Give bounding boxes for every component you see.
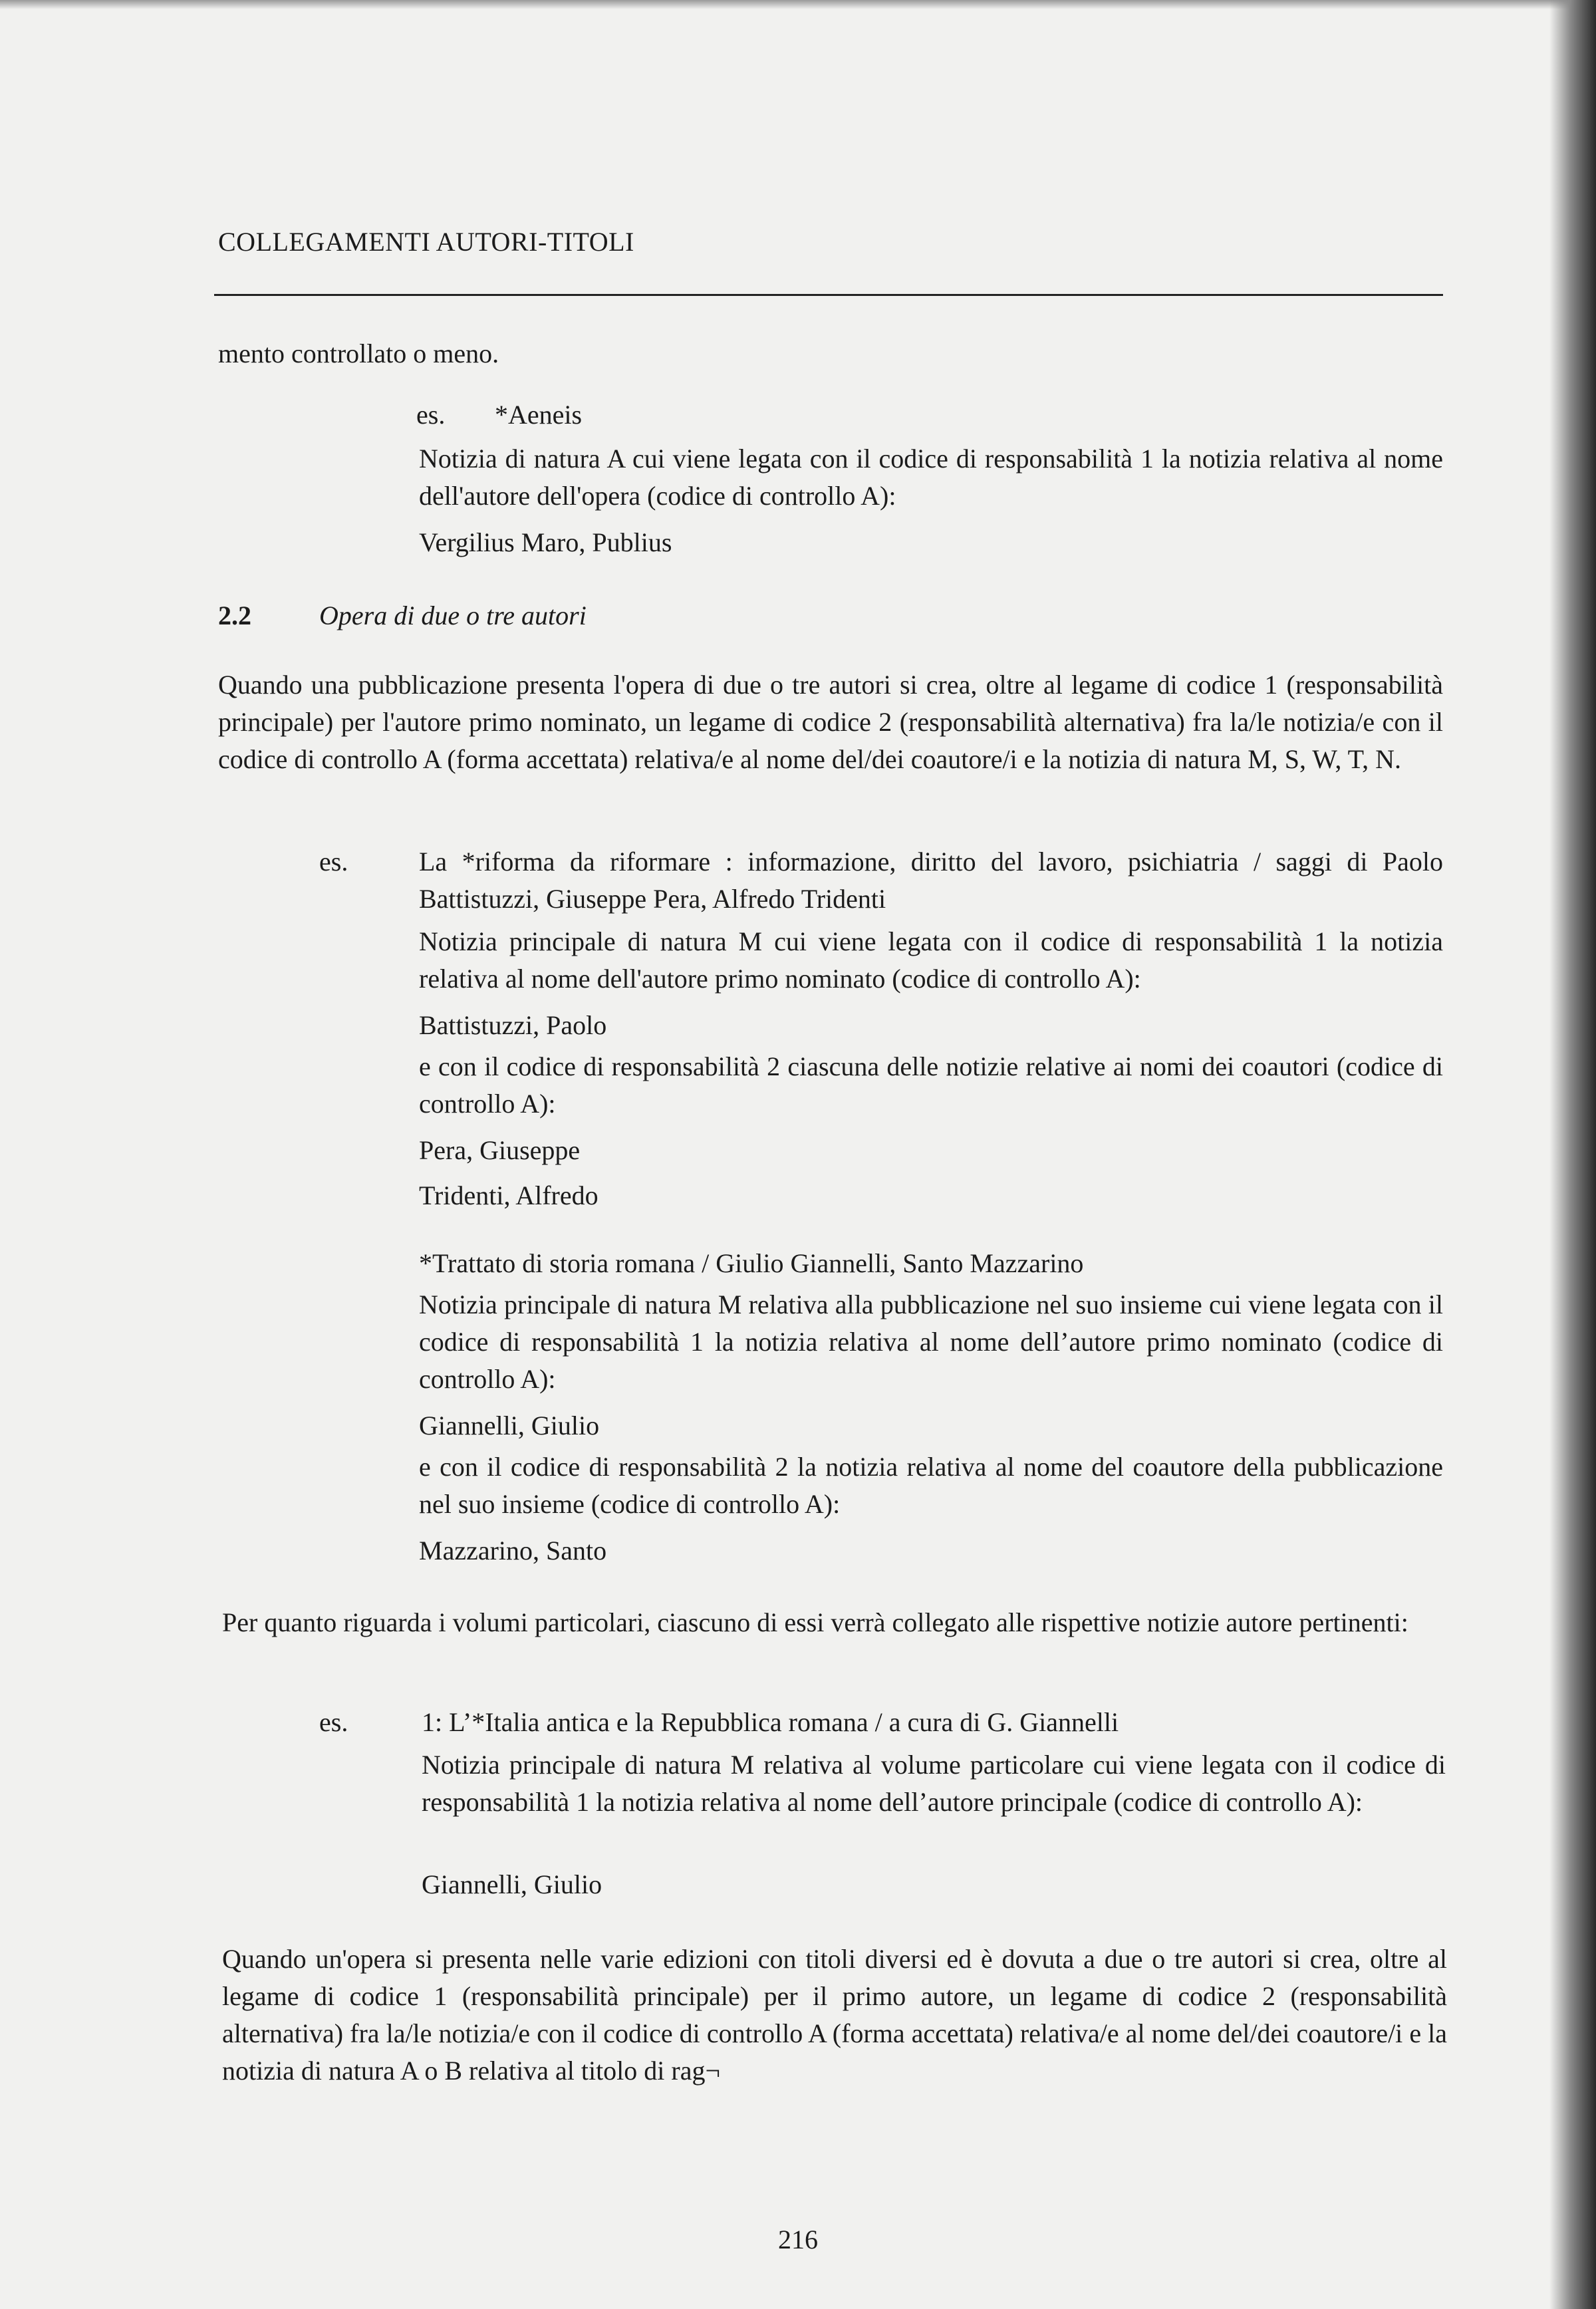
intro-continuation: mento controllato o meno. [218, 339, 499, 368]
volumes-paragraph: Per quanto riguarda i volumi particolari, ciascuno di essi verrà collegato alle rispettive notizie autore pertinenti: [222, 1607, 1408, 1637]
running-head: COLLEGAMENTI AUTORI-TITOLI [218, 227, 634, 257]
example-3-title: *Trattato di storia romana / Giulio Giannelli, Santo Mazzarino [419, 1248, 1084, 1278]
scan-shadow-top [0, 0, 1596, 9]
example-3-coauthor-intro: e con il codice di responsabilità 2 la notizia relativa al nome del coautore della pubblicazione nel suo insieme (codice di controllo A): [419, 1452, 1443, 1519]
example-4-author: Giannelli, Giulio [422, 1869, 602, 1899]
example-2-label: es. [319, 847, 348, 877]
example-1-author: Vergilius Maro, Publius [419, 527, 672, 557]
example-2-title: La *riforma da riformare : informazione, diritto del lavoro, psichiatria / saggi di Paolo Battistuzzi, Giuseppe Pera, Alfredo Tridenti [419, 847, 1443, 914]
example-2-principal-author: Battistuzzi, Paolo [419, 1010, 607, 1040]
example-1-label: es. [416, 400, 446, 430]
example-1-description: Notizia di natura A cui viene legata con il codice di responsabilità 1 la notizia relativa al nome dell'autore dell'opera (codice di controllo A): [419, 444, 1443, 511]
example-3-description: Notizia principale di natura M relativa alla pubblicazione nel suo insieme cui viene legata con il codice di responsabilità 1 la notizia relativa al nome dell’autore primo nominato (codice di controllo A): [419, 1290, 1443, 1394]
book-gutter-shadow [1549, 0, 1596, 2309]
example-2-coauthors-intro: e con il codice di responsabilità 2 ciascuna delle notizie relative ai nomi dei coautori (codice di controllo A): [419, 1051, 1443, 1119]
page-number: 216 [778, 2225, 818, 2254]
example-4-title: 1: L’*Italia antica e la Repubblica romana / a cura di G. Giannelli [422, 1707, 1119, 1737]
example-4-description: Notizia principale di natura M relativa al volume particolare cui viene legata con il codice di responsabilità 1 la notizia relativa al nome dell’autore principale (codice di controllo A): [422, 1750, 1446, 1817]
example-3-principal-author: Giannelli, Giulio [419, 1411, 600, 1440]
final-paragraph: Quando un'opera si presenta nelle varie edizioni con titoli diversi ed è dovuta a due o tre autori si crea, oltre al legame di codice 1 (responsabilità principale) per il primo autore, un legame di codice 2 (responsabilità alternativa) fra la/le notizia/e con il codice di controllo A (forma accettata) relativa/e al nome del/dei coautore/i e la notizia di natura A o B relativa al titolo di rag¬ [222, 1944, 1447, 2086]
example-2-description: Notizia principale di natura M cui viene legata con il codice di responsabilità 1 la notizia relativa al nome dell'autore primo nominato (codice di controllo A): [419, 926, 1443, 994]
example-1-title: *Aeneis [495, 400, 583, 430]
example-2-coauthor-1: Pera, Giuseppe [419, 1135, 581, 1165]
section-paragraph: Quando una pubblicazione presenta l'opera di due o tre autori si crea, oltre al legame di codice 1 (responsabilità principale) per l'autore primo nominato, un legame di codice 2 (responsabilità alternativa) fra la/le notizia/e con il codice di controllo A (forma accettata) relativa/e al nome del/dei coautore/i e la notizia di natura M, S, W, T, N. [218, 670, 1443, 774]
example-3-coauthor: Mazzarino, Santo [419, 1536, 607, 1565]
header-rule [214, 294, 1443, 296]
section-title: Opera di due o tre autori [319, 601, 587, 630]
section-number: 2.2 [218, 601, 251, 630]
example-2-coauthor-2: Tridenti, Alfredo [419, 1180, 598, 1210]
example-4-label: es. [319, 1707, 348, 1737]
